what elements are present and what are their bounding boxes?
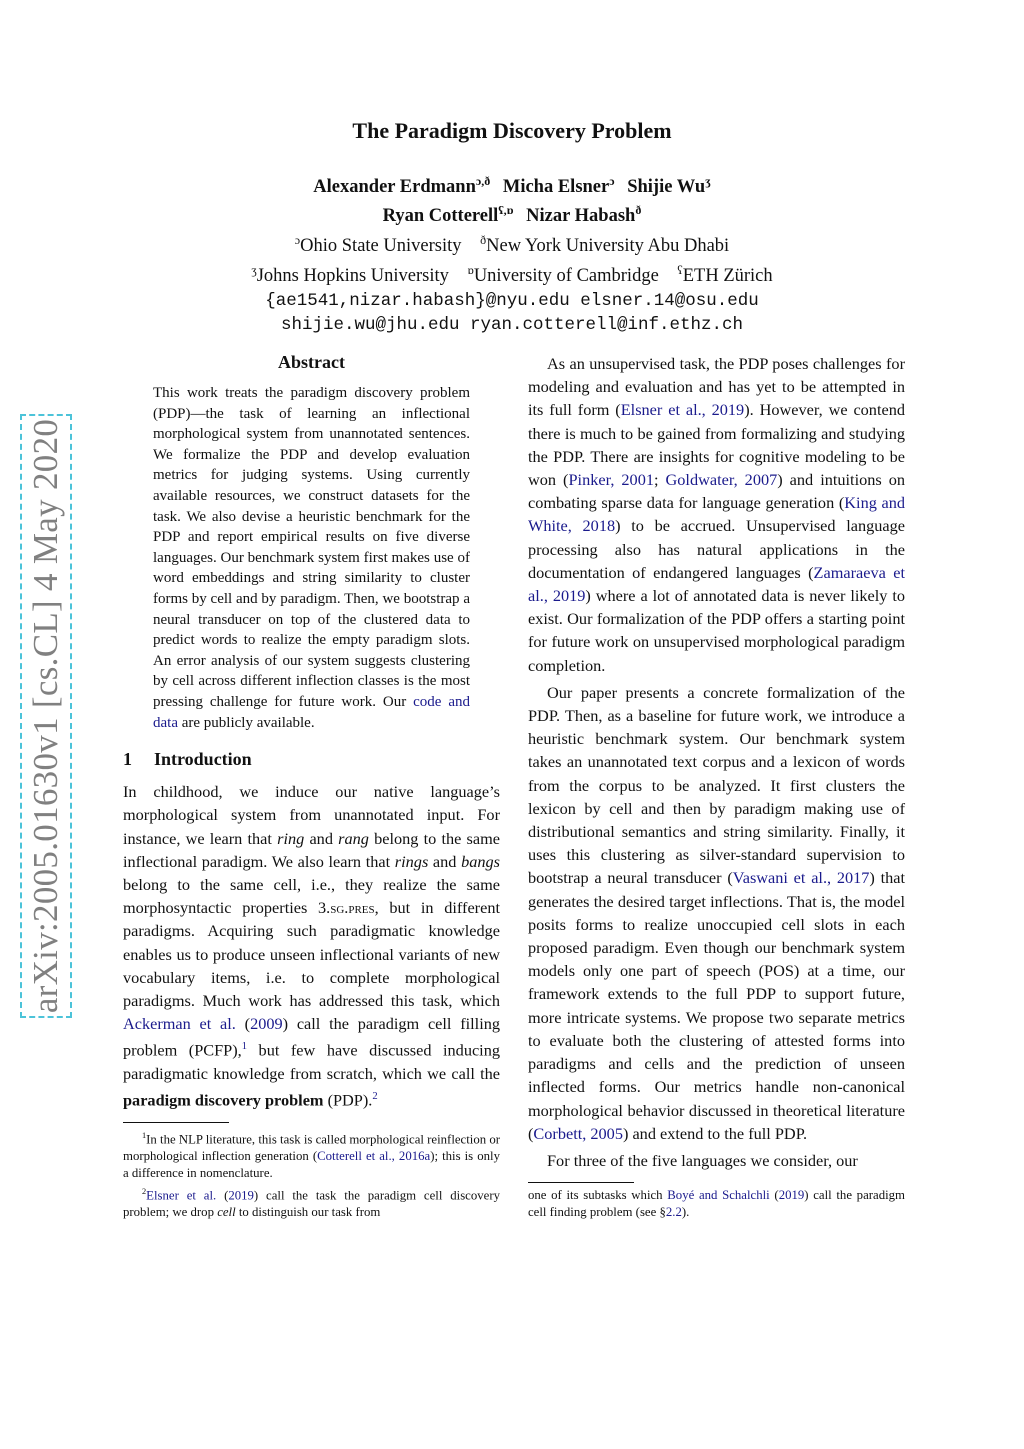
arxiv-identifier-stamp[interactable] bbox=[20, 414, 72, 1018]
morph-tag bbox=[318, 898, 375, 917]
emphasis-word: cell bbox=[217, 1205, 236, 1220]
right-paragraph-2 bbox=[528, 681, 905, 1145]
right-column bbox=[528, 352, 905, 1222]
footnote-number: 2 bbox=[142, 1186, 147, 1196]
author-name: Ryan Cotterell bbox=[382, 206, 499, 227]
footnote-divider bbox=[123, 1122, 229, 1123]
right-paragraph-3: For three of the five languages we consider, our bbox=[547, 1150, 858, 1170]
author-name: Nizar Habash bbox=[526, 206, 636, 227]
text-run: ) call the task the paradigm cell discovery problem; we drop bbox=[123, 1187, 500, 1220]
morph-tag-features: sg.pres bbox=[330, 898, 375, 918]
footnote-divider bbox=[528, 1182, 634, 1183]
citation-link[interactable]: 2019 bbox=[778, 1188, 805, 1203]
paper-header bbox=[0, 112, 1024, 337]
text-run: ( bbox=[235, 1014, 251, 1034]
abstract-text-end: are publicly available. bbox=[177, 714, 315, 731]
author-line-2 bbox=[0, 199, 1024, 228]
affiliation-line-2 bbox=[0, 258, 1024, 288]
text-run: , but in different paradigms. Acquiring such paradigmatic knowledge enables us to produce unseen inflectional variants of new vocabulary items, i.e. to complete morphological paradigms. Much work has addressed this task, which bbox=[123, 898, 500, 1010]
text-run: call the paradigm cell filling problem (PCFP), bbox=[123, 1014, 501, 1060]
text-run: one of its subtasks which bbox=[528, 1188, 668, 1203]
citation-link[interactable]: Boyé and Schalchli bbox=[667, 1188, 770, 1203]
text-run: ) bbox=[282, 1014, 289, 1034]
text-run: and bbox=[304, 828, 339, 848]
author-name: Alexander Erdmann bbox=[313, 177, 476, 198]
author-line-1 bbox=[0, 170, 1024, 199]
example-word: ring bbox=[277, 828, 305, 848]
example-word: rang bbox=[338, 828, 369, 848]
morph-tag-number: 3. bbox=[317, 898, 331, 918]
citation-link[interactable]: Goldwater, 2007 bbox=[665, 470, 778, 490]
section-number: 1 bbox=[123, 749, 132, 770]
abstract-body bbox=[153, 383, 470, 733]
affiliation-mark: ɔ bbox=[294, 233, 301, 248]
text-run: ) and extend to the full PDP. bbox=[622, 1123, 808, 1143]
affiliation-mark: ɒ bbox=[467, 263, 474, 278]
intro-paragraph-1 bbox=[123, 780, 500, 1112]
author-name: Shijie Wu bbox=[627, 177, 706, 198]
text-run: belong to the same cell, i.e., they realize the same morphosyntactic properties bbox=[123, 874, 500, 918]
footnote-marker[interactable]: 2 bbox=[372, 1091, 378, 1103]
abstract-text: This work treats the paradigm discovery problem (PDP)—the task of learning an inflectional morphological system from unannotated sentences. We formalize the PDP and develop evaluation metrics for judging systems. Using currently available resources, we construct datasets for the task. We also devise a heuristic benchmark for the PDP and report empirical results on five diverse languages. Our benchmark system first makes use of word embeddings and string similarity to cluster forms by cell and by paradigm. Then, we bootstrap a neural transducer on top of the clustered data to predict words to realize the empty paradigm slots. An error analysis of our system suggests clustering by cell across different inflection classes is the most pressing challenge for future work. Our bbox=[153, 385, 470, 710]
citation-link[interactable]: Pinker, 2001 bbox=[568, 470, 654, 490]
affiliation-mark: ʕ bbox=[677, 263, 683, 278]
author-affiliation-mark: ʒ bbox=[705, 174, 711, 188]
text-run: ). However, we contend there is much to be gained from formalizing and studying the PDP. There are insights for cognitive modeling to be won ( bbox=[528, 400, 905, 490]
author-affiliation-mark: ɔ,ð bbox=[475, 174, 491, 188]
text-run: In the NLP literature, this task is called morphological reinflection or morphological inflection generation ( bbox=[123, 1132, 500, 1164]
author-name: Micha Elsner bbox=[502, 177, 610, 198]
author-affiliation-mark: ʕ,ɒ bbox=[498, 203, 514, 218]
affiliation-name: ETH Zürich bbox=[682, 266, 773, 287]
text-run: ) where a lot of annotated data is never likely to exist. Our formalization of the PDP offers a starting point for future work on unsupervised morphological paradigm completion. bbox=[528, 586, 905, 675]
email-line-1: {ae1541,nizar.habash}@nyu.edu elsner.14@osu.edu bbox=[265, 290, 759, 311]
affiliation-mark: ð bbox=[480, 233, 487, 248]
author-affiliation-mark: ɔ bbox=[609, 174, 615, 188]
text-run: ) call the paradigm cell finding problem (see § bbox=[528, 1188, 906, 1220]
paper-title: The Paradigm Discovery Problem bbox=[352, 118, 672, 143]
citation-link[interactable]: 2019 bbox=[228, 1187, 254, 1202]
section-title: Introduction bbox=[154, 749, 252, 770]
citation-link[interactable]: Elsner et al., 2019 bbox=[620, 400, 745, 420]
text-run: As an unsupervised task, the PDP poses challenges for modeling and evaluation and has yet to be attempted in its full form ( bbox=[528, 354, 905, 420]
text-run: belong to the same inflectional paradigm. We also learn that bbox=[123, 828, 500, 871]
left-column bbox=[123, 352, 500, 1221]
text-run: ( bbox=[769, 1188, 779, 1203]
footnote-2-continued bbox=[528, 1187, 905, 1221]
email-line-2: shijie.wu@jhu.edu ryan.cotterell@inf.ethz.ch bbox=[280, 314, 744, 335]
citation-link[interactable]: Cotterell et al., 2016a bbox=[317, 1149, 431, 1164]
affiliation-name: New York University Abu Dhabi bbox=[486, 236, 730, 257]
citation-link[interactable]: 2009 bbox=[250, 1014, 283, 1034]
text-run: ). bbox=[681, 1205, 690, 1220]
footnote-2 bbox=[123, 1183, 500, 1222]
text-run: ( bbox=[216, 1187, 229, 1202]
example-word: bangs bbox=[461, 851, 500, 871]
example-word: rings bbox=[394, 851, 429, 871]
affiliation-name: University of Cambridge bbox=[473, 266, 659, 287]
code-and-data-link[interactable]: code and data bbox=[153, 693, 470, 731]
text-run: but few have discussed inducing paradigmatic knowledge from scratch, which we call the bbox=[123, 1040, 500, 1083]
text-run: ) that generates the desired target inflections. That is, the model posits forms to realize unoccupied cell slots in each proposed paradigm. Even though our benchmark system models only one part of speech (POS) at a time, our framework extends to the full PDP to support future, more intricate systems. We propose two separate metrics to evaluate both the clustering of attested forms into paradigms and cells and the prediction of unseen inflected forms. Our metrics handle non-canonical morphological behavior discussed in theoretical literature ( bbox=[528, 868, 905, 1143]
affiliation-mark: ʒ bbox=[251, 263, 257, 278]
text-run: to distinguish our task from bbox=[235, 1205, 381, 1220]
abstract-heading: Abstract bbox=[278, 352, 345, 372]
text-run: (PDP). bbox=[323, 1090, 373, 1110]
text-run: ; bbox=[653, 470, 666, 490]
bold-term: paradigm discovery problem bbox=[123, 1090, 324, 1110]
text-run: ) to be accrued. Unsupervised language processing also has natural applications in the documentation of endangered languages ( bbox=[528, 516, 906, 582]
arxiv-identifier-text: arXiv:2005.01630v1 [cs.CL] 4 May 2020 bbox=[26, 418, 65, 1014]
text-run: In childhood, we induce our native language’s morphological system from unannotated input. For instance, we learn that bbox=[123, 782, 500, 848]
author-affiliation-mark: ð bbox=[635, 203, 642, 218]
citation-link[interactable]: Zamaraeva et al., 2019 bbox=[528, 562, 905, 606]
text-run: and bbox=[428, 851, 462, 871]
citation-link[interactable]: Vaswani et al., 2017 bbox=[732, 868, 870, 888]
text-run: ); this is only a difference in nomenclature. bbox=[123, 1149, 500, 1181]
footnote-1 bbox=[123, 1127, 500, 1183]
footnote-marker[interactable]: 1 bbox=[241, 1041, 248, 1053]
citation-link[interactable]: Elsner et al. bbox=[146, 1187, 217, 1202]
right-paragraph-1 bbox=[528, 352, 905, 677]
text-run: ) and intuitions on combating sparse data for language generation ( bbox=[528, 470, 906, 513]
citation-link[interactable]: Ackerman et al. bbox=[123, 1014, 236, 1034]
affiliation-name: Ohio State University bbox=[300, 236, 462, 257]
footnote-number: 1 bbox=[142, 1130, 147, 1140]
affiliation-line-1 bbox=[0, 228, 1024, 258]
section-heading-introduction bbox=[123, 749, 500, 770]
affiliation-name: Johns Hopkins University bbox=[256, 266, 449, 287]
citation-link[interactable]: King and White, 2018 bbox=[528, 493, 905, 536]
section-link[interactable]: 2.2 bbox=[665, 1205, 682, 1220]
citation-link[interactable]: Corbett, 2005 bbox=[533, 1123, 623, 1143]
text-run: Our paper presents a concrete formalization of the PDP. Then, as a baseline for future work, we introduce a heuristic benchmark system. Our benchmark system takes an unannotated text corpus and a lexicon of words from the corpus to be analyzed. It first clusters the lexicon by cell and then by paradigm making use of distributional semantics and string similarity. Finally, it uses this clustering as silver-standard supervision to bootstrap a neural transducer ( bbox=[528, 682, 905, 888]
